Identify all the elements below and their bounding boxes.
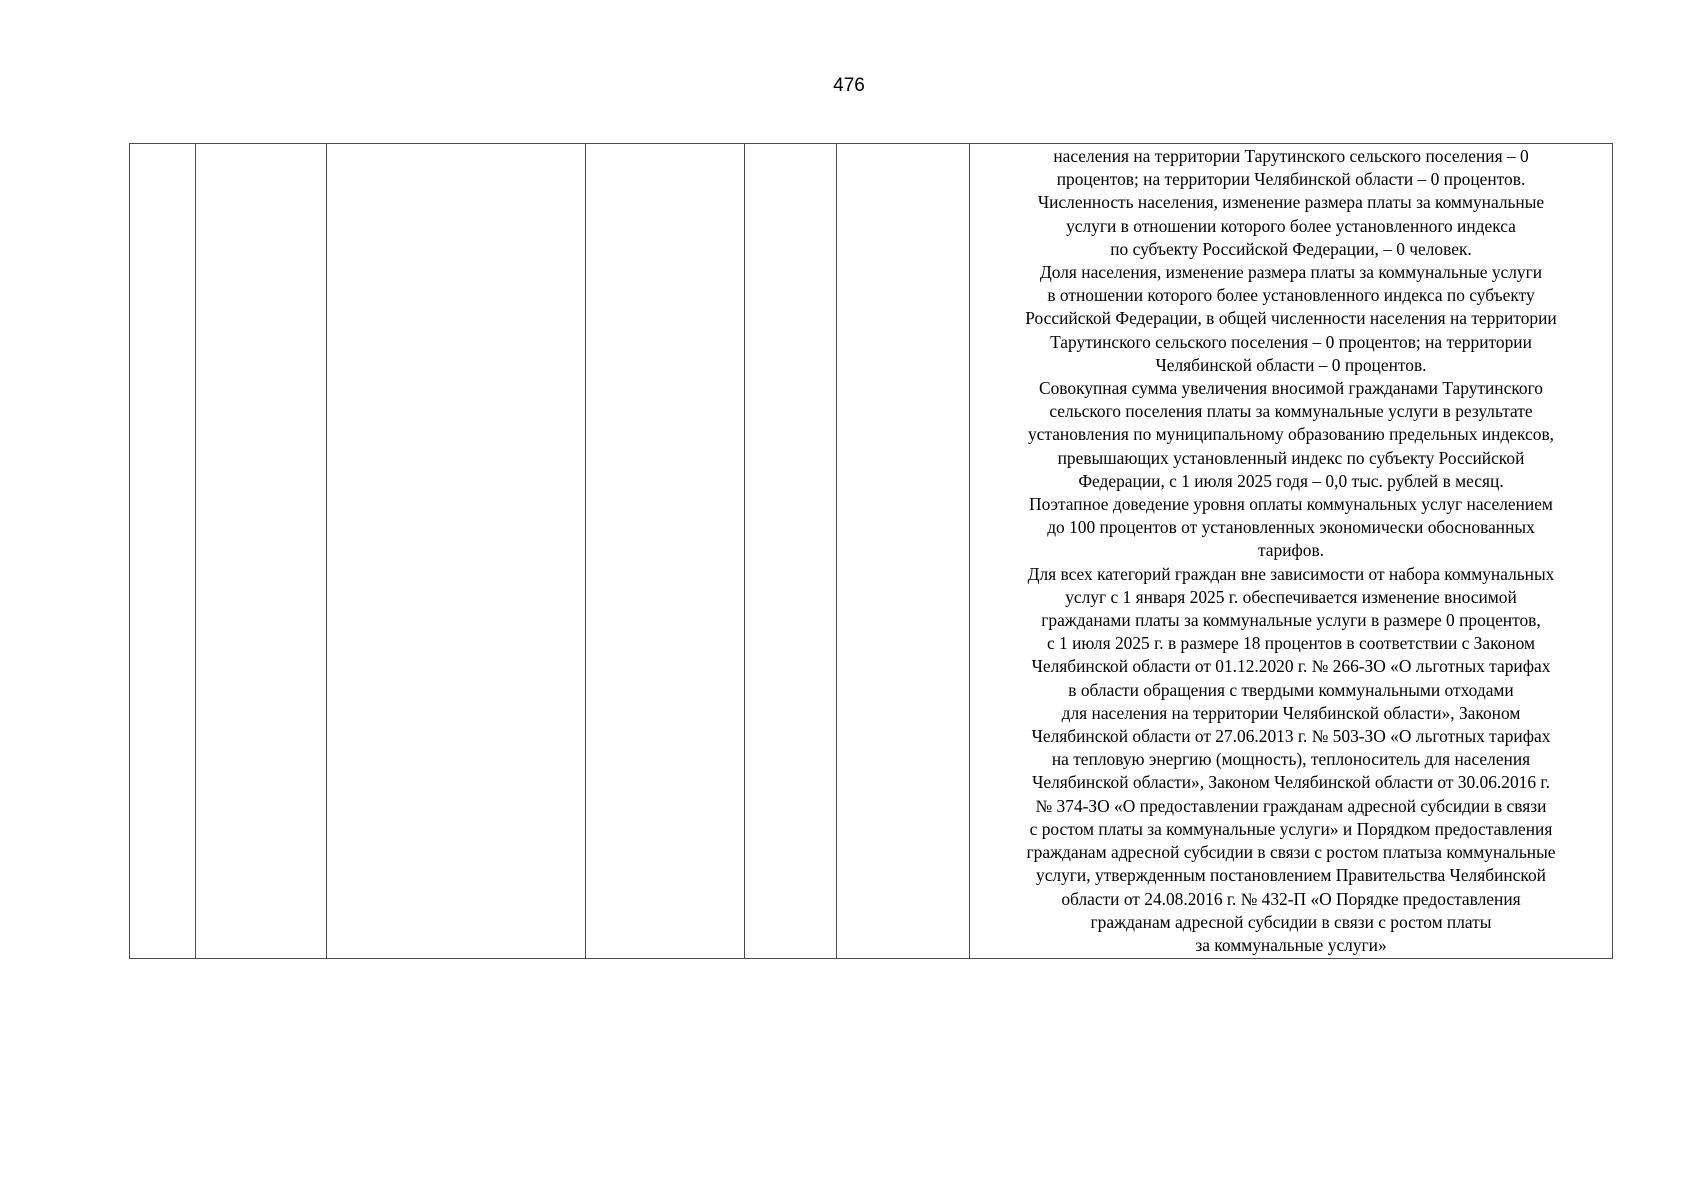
cell-text-line: Челябинской области от 27.06.2013 г. № 503-ЗО «О льготных тарифах bbox=[1031, 726, 1551, 747]
cell-text-line: Челябинской области», Законом Челябинской области от 30.06.2016 г. bbox=[1032, 772, 1550, 793]
cell-text-line: гражданам адресной субсидии в связи с ростом платыза коммунальные bbox=[1026, 842, 1556, 863]
table-cell-col5 bbox=[745, 144, 837, 959]
cell-text-line: на тепловую энергию (мощность), теплоноситель для населения bbox=[1051, 749, 1531, 770]
cell-text-line: в отношении которого более установленного индекса по субъекту bbox=[1047, 285, 1535, 306]
table-cell-col6 bbox=[837, 144, 970, 959]
cell-text-line: превышающих установленный индекс по субъекту Российской bbox=[1057, 447, 1525, 468]
cell-text-line: Федерации, с 1 июля 2025 годя – 0,0 тыс. рублей в месяц. bbox=[1078, 470, 1504, 491]
cell-text-line: Численность населения, изменение размера платы за коммунальные bbox=[1037, 192, 1545, 213]
cell-text-line: услуги, утвержденным постановлением Правительства Челябинской bbox=[1036, 865, 1546, 886]
table-row bbox=[130, 144, 1613, 959]
cell-text-line: Для всех категорий граждан вне зависимости от набора коммунальных bbox=[1027, 563, 1555, 584]
document-table bbox=[129, 143, 1613, 959]
cell-text-line: области от 24.08.2016 г. № 432-П «О Порядке предоставления bbox=[1061, 888, 1521, 909]
cell-text-line: Совокупная сумма увеличения вносимой гражданами Тарутинского bbox=[1038, 378, 1543, 399]
table-cell-col4 bbox=[586, 144, 745, 959]
cell-text-line: услуги в отношении которого более установленного индекса bbox=[1066, 215, 1516, 236]
cell-text-line: Российской Федерации, в общей численности населения на территории bbox=[1025, 308, 1557, 329]
table-cell-col1 bbox=[130, 144, 196, 959]
cell-text-line: до 100 процентов от установленных экономически обоснованных bbox=[1047, 517, 1535, 538]
cell-text-line: в области обращения с твердыми коммунальными отходами bbox=[1068, 679, 1514, 700]
cell-text-line: Поэтапное доведение уровня оплаты коммунальных услуг населением bbox=[1029, 494, 1553, 515]
table-cell-description bbox=[970, 144, 1613, 959]
cell-text-line: с 1 июля 2025 г. в размере 18 процентов в соответствии с Законом bbox=[1046, 633, 1536, 654]
cell-text-line: Челябинской области – 0 процентов. bbox=[1155, 354, 1427, 375]
page-number: 476 bbox=[833, 75, 865, 96]
cell-text-line: № 374-ЗО «О предоставлении гражданам адресной субсидии в связи bbox=[1035, 795, 1547, 816]
cell-text-line: Тарутинского сельского поселения – 0 процентов; на территории bbox=[1050, 331, 1532, 352]
cell-text-line: тарифов. bbox=[1257, 540, 1325, 561]
cell-text-line: гражданами платы за коммунальные услуги в размере 0 процентов, bbox=[1041, 610, 1541, 631]
cell-text-line: по субъекту Российской Федерации, – 0 человек. bbox=[1110, 238, 1472, 259]
cell-text-line: процентов; на территории Челябинской области – 0 процентов. bbox=[1056, 169, 1526, 190]
cell-text-line: с ростом платы за коммунальные услуги» и Порядком предоставления bbox=[1029, 818, 1553, 839]
cell-text-line: услуг с 1 января 2025 г. обеспечивается изменение вносимой bbox=[1065, 586, 1517, 607]
cell-text-line: установления по муниципальному образованию предельных индексов, bbox=[1027, 424, 1554, 445]
table-cell-col2 bbox=[196, 144, 327, 959]
cell-text-line: Доля населения, изменение размера платы за коммунальные услуги bbox=[1039, 262, 1543, 283]
document-table-container bbox=[129, 143, 1612, 959]
table-cell-col3 bbox=[327, 144, 586, 959]
cell-text-line: гражданам адресной субсидии в связи с ростом платы bbox=[1090, 911, 1492, 932]
cell-text-line: для населения на территории Челябинской области», Законом bbox=[1061, 702, 1521, 723]
cell-text-line: за коммунальные услуги» bbox=[1195, 934, 1387, 955]
cell-text-line: Челябинской области от 01.12.2020 г. № 266-ЗО «О льготных тарифах bbox=[1031, 656, 1551, 677]
cell-text-line: сельского поселения платы за коммунальные услуги в результате bbox=[1049, 401, 1533, 422]
cell-text-line: населения на территории Тарутинского сельского поселения – 0 bbox=[1053, 146, 1529, 166]
